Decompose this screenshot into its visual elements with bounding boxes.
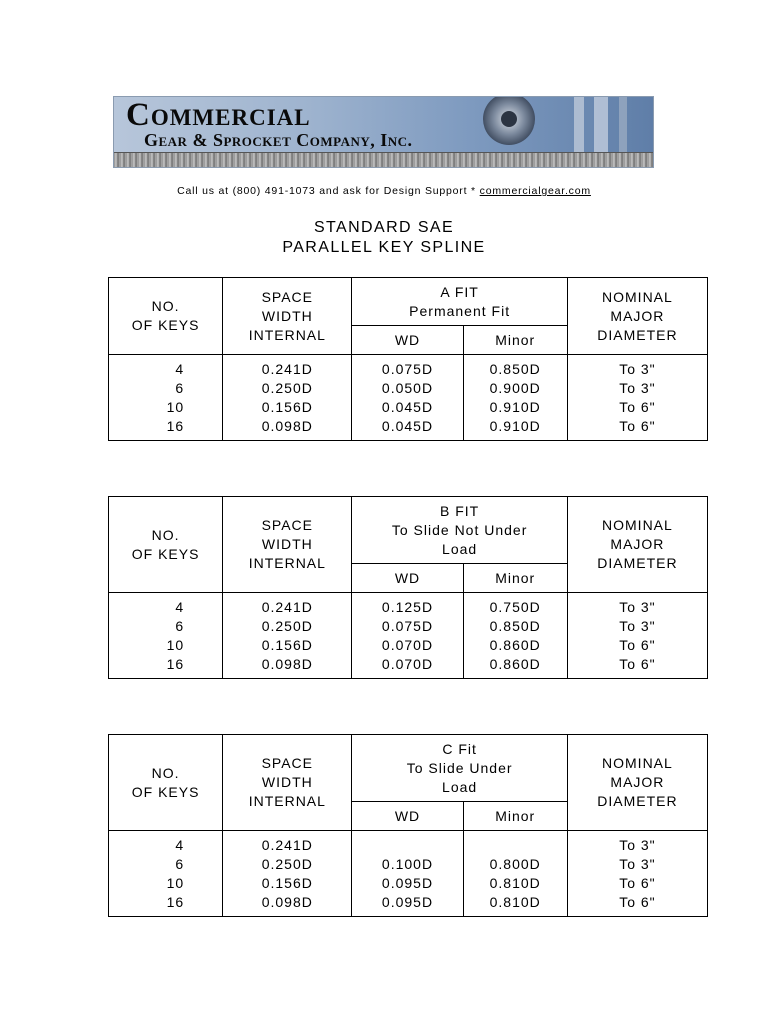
- header-minor: Minor: [463, 326, 567, 355]
- header-fit: A FIT Permanent Fit: [352, 278, 567, 326]
- logo-text-company: Gear & Sprocket Company, Inc.: [144, 130, 413, 150]
- wd-values: 0.075D 0.050D 0.045D 0.045D: [352, 355, 463, 441]
- title-line-2: PARALLEL KEY SPLINE: [282, 239, 486, 256]
- header-space-width: SPACE WIDTH INTERNAL: [223, 497, 352, 593]
- header-fit: C Fit To Slide Under Load: [352, 735, 567, 802]
- keys-values: 4 6 10 16: [109, 355, 223, 441]
- header-no-of-keys: NO. OF KEYS: [109, 735, 223, 831]
- spline-table-c-fit: [108, 734, 708, 917]
- website-link[interactable]: commercialgear.com: [479, 185, 591, 197]
- spline-table-b-fit: [108, 496, 708, 679]
- header-minor: Minor: [463, 802, 567, 831]
- title-line-1: STANDARD SAE: [313, 219, 455, 236]
- company-logo-banner: [113, 96, 654, 168]
- page-title: [0, 218, 768, 258]
- header-nominal-diameter: NOMINAL MAJOR DIAMETER: [567, 278, 707, 355]
- space-width-values: 0.241D 0.250D 0.156D 0.098D: [223, 831, 352, 917]
- spline-table-a-fit: [108, 277, 708, 441]
- diameter-values: To 3" To 3" To 6" To 6": [567, 355, 707, 441]
- header-wd: WD: [352, 326, 463, 355]
- header-no-of-keys: NO. OF KEYS: [109, 497, 223, 593]
- header-nominal-diameter: NOMINAL MAJOR DIAMETER: [567, 497, 707, 593]
- space-width-values: 0.241D 0.250D 0.156D 0.098D: [223, 355, 352, 441]
- header-space-width: SPACE WIDTH INTERNAL: [223, 735, 352, 831]
- header-minor: Minor: [463, 564, 567, 593]
- gear-teeth-strip: [114, 152, 653, 167]
- minor-values: 0.750D 0.850D 0.860D 0.860D: [463, 593, 567, 679]
- wd-values: 0.125D 0.075D 0.070D 0.070D: [352, 593, 463, 679]
- header-wd: WD: [352, 564, 463, 593]
- diameter-values: To 3" To 3" To 6" To 6": [567, 593, 707, 679]
- keys-values: 4 6 10 16: [109, 593, 223, 679]
- space-width-values: 0.241D 0.250D 0.156D 0.098D: [223, 593, 352, 679]
- contact-line: [0, 185, 768, 197]
- contact-text: Call us at (800) 491-1073 and ask for Design Support *: [177, 185, 480, 197]
- header-nominal-diameter: NOMINAL MAJOR DIAMETER: [567, 735, 707, 831]
- minor-values: 0.850D 0.900D 0.910D 0.910D: [463, 355, 567, 441]
- header-no-of-keys: NO. OF KEYS: [109, 278, 223, 355]
- header-fit: B FIT To Slide Not Under Load: [352, 497, 567, 564]
- header-wd: WD: [352, 802, 463, 831]
- wd-values: 0.100D 0.095D 0.095D: [352, 831, 463, 917]
- keys-values: 4 6 10 16: [109, 831, 223, 917]
- minor-values: 0.800D 0.810D 0.810D: [463, 831, 567, 917]
- header-space-width: SPACE WIDTH INTERNAL: [223, 278, 352, 355]
- diameter-values: To 3" To 3" To 6" To 6": [567, 831, 707, 917]
- logo-text-commercial: Commercial: [126, 97, 311, 133]
